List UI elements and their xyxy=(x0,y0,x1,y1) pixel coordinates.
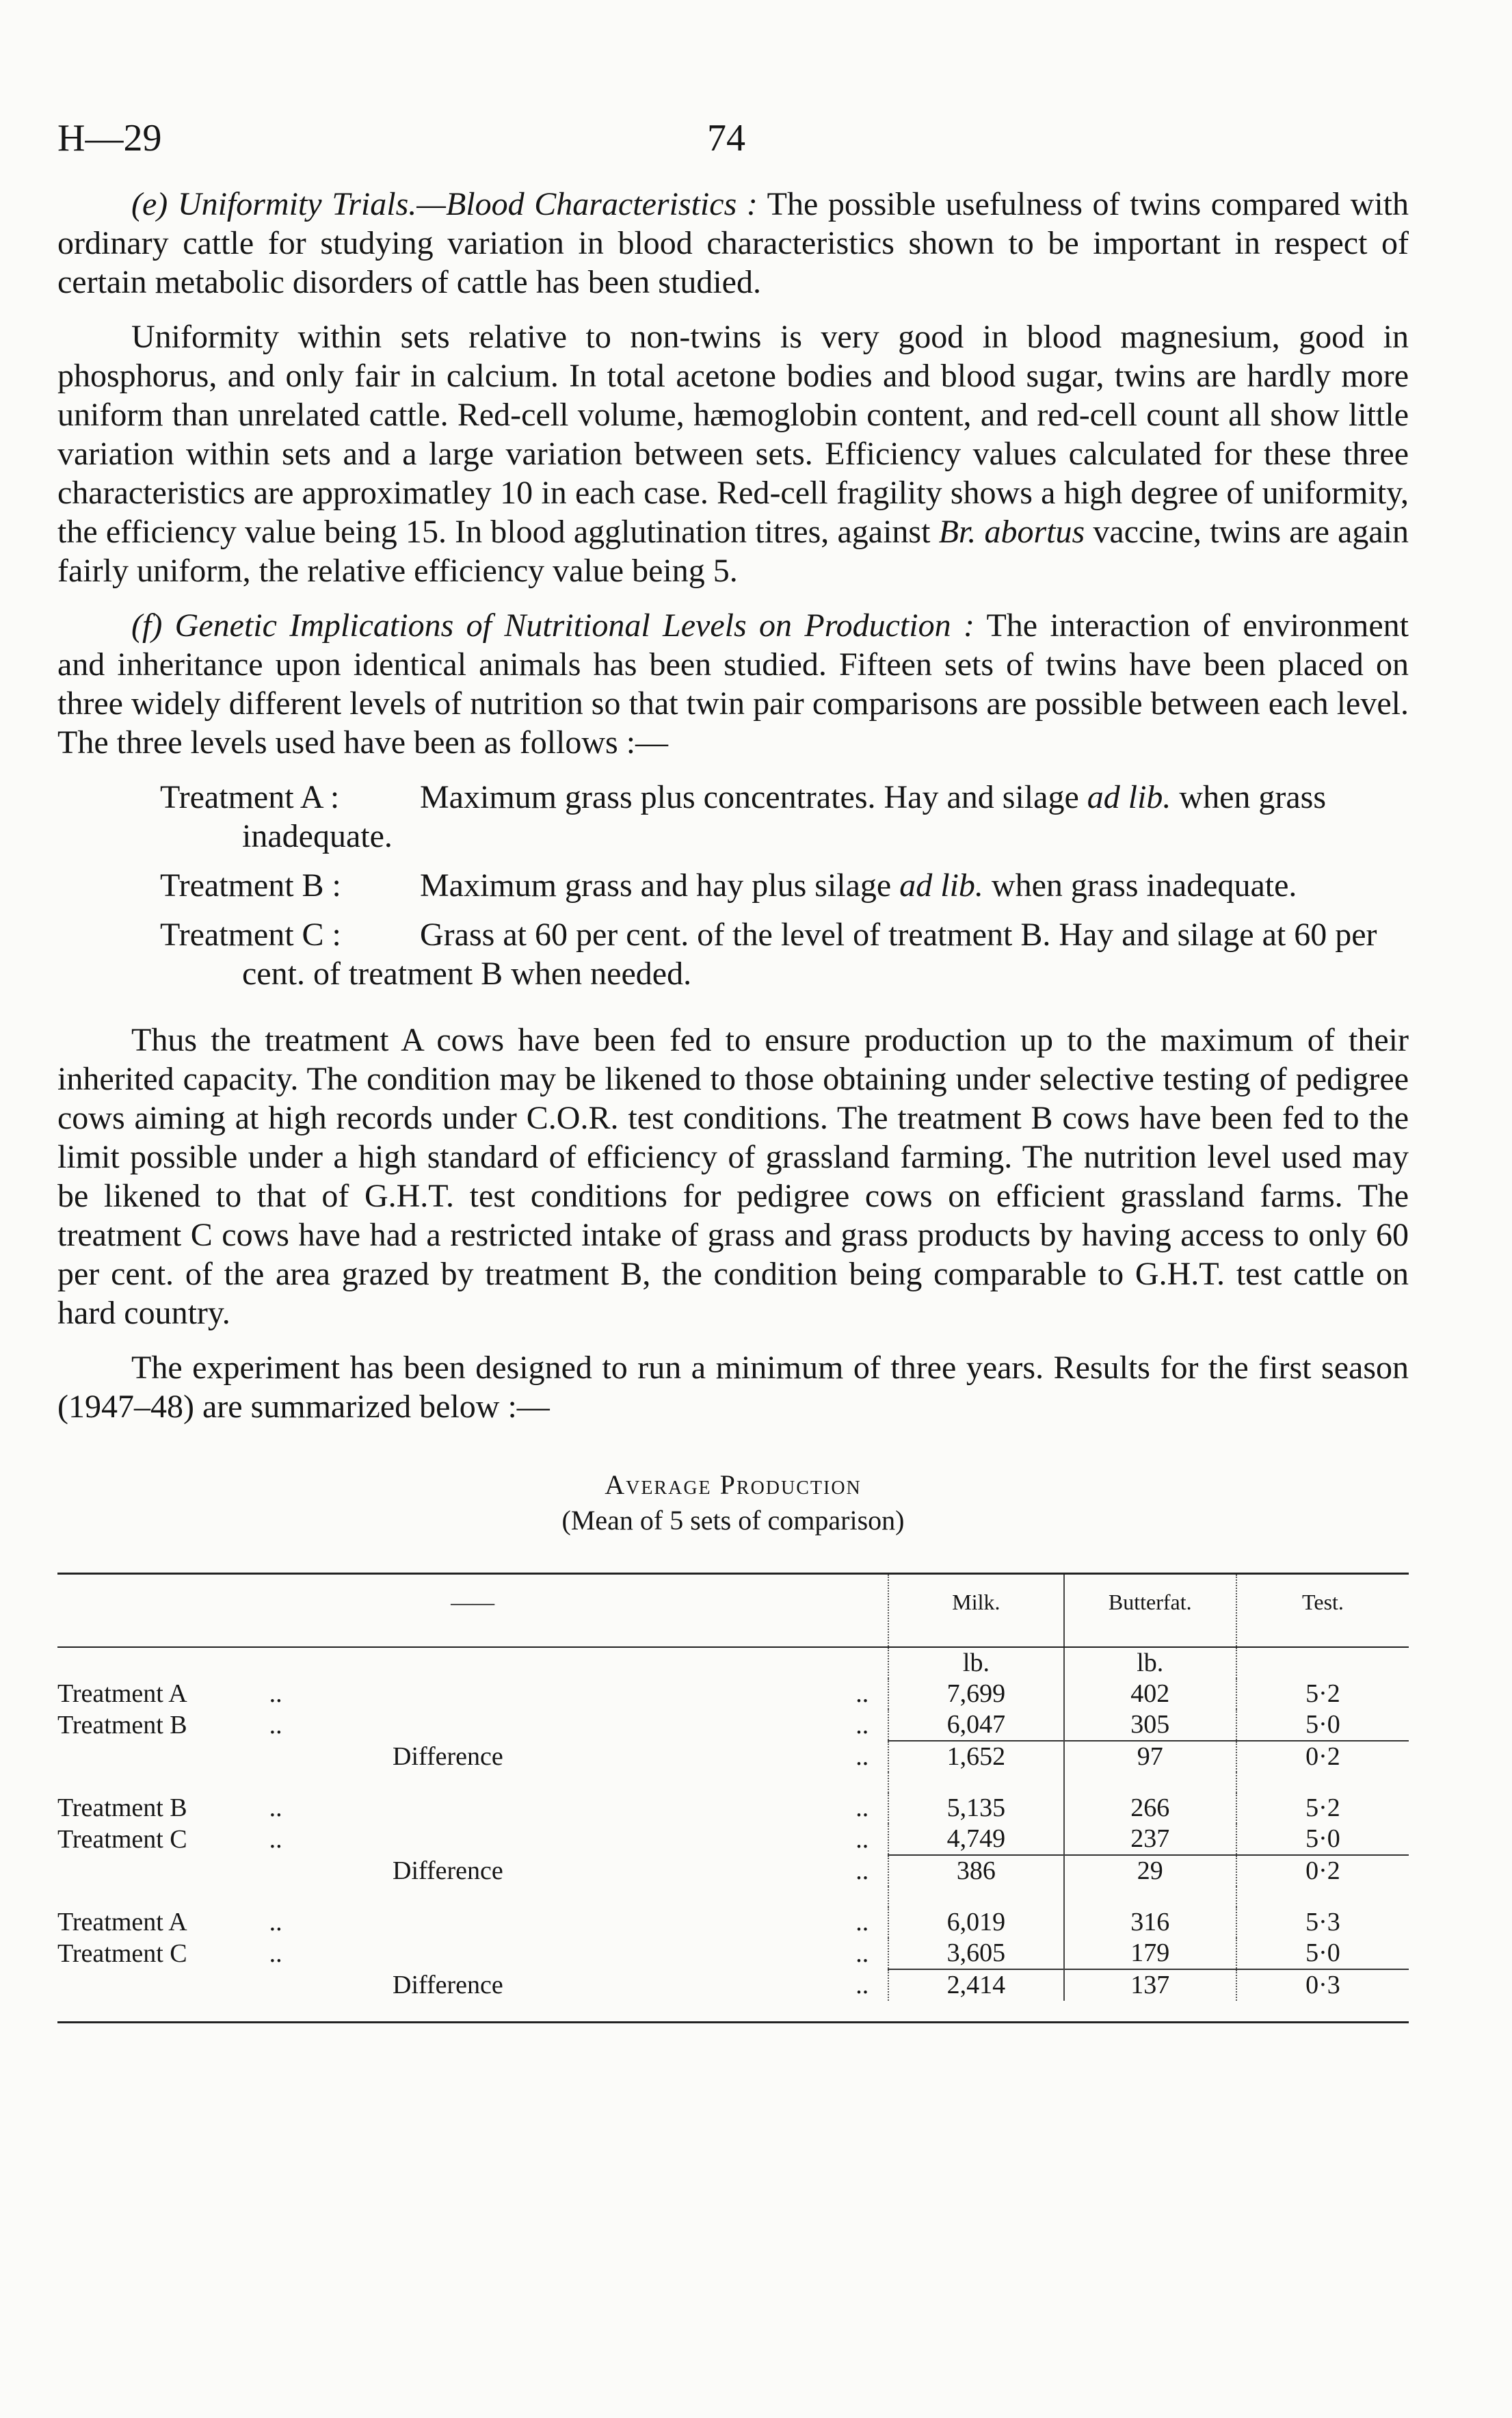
row-label: Difference xyxy=(393,1742,503,1771)
document-code: H—29 xyxy=(57,117,162,159)
unit-milk: lb. xyxy=(888,1647,1063,1679)
paragraph-text: Uniformity within sets relative to non-twins is very good in blood magnesium, good in phosphorus, and only fair in calcium. In total acetone bodies and blood sugar, twins are hardly more uniform than unrelated cattle. Red-cell volume, hæmoglobin content, and red-cell count all show little variation within sets and a large variation between sets. Efficiency values calculated for these three characteristics are approximatley 10 in each case. Red-cell fragility shows a high degree of uniformity, the efficiency value being 15. In blood agglutination titres, against xyxy=(57,319,1409,550)
paragraph-text: The interaction of environment and inheritance upon identical animals has been studied. Fifteen sets of twins have been placed on three widely different levels of nutrition so that twin pair comparisons are possible between each level. The three levels used have been as follows :— xyxy=(57,607,1409,761)
cell-test: 0·2 xyxy=(1236,1741,1409,1772)
treatment-list xyxy=(57,778,1409,993)
cell-test: 5·3 xyxy=(1236,1907,1409,1938)
difference-row: Difference .. 386 29 0·2 xyxy=(57,1855,1409,1887)
cell-milk: 3,605 xyxy=(888,1938,1063,1969)
page-header xyxy=(57,103,1409,185)
cell-butterfat: 29 xyxy=(1064,1855,1236,1887)
cell-test: 5·0 xyxy=(1236,1709,1409,1741)
cell-milk: 386 xyxy=(888,1855,1063,1887)
paragraph-experiment-design: The experiment has been designed to run a minimum of three years. Results for the first season (1947–48) are summarized below :— xyxy=(57,1350,1409,1425)
difference-row: Difference .. 1,652 97 0·2 xyxy=(57,1741,1409,1772)
treatment-item: Treatment C : Grass at 60 per cent. of the level of treatment B. Hay and silage at 60 per cent. of treatment B when needed. xyxy=(160,917,1377,992)
cell-test: 5·0 xyxy=(1236,1938,1409,1969)
paragraph-treatment-explanation: Thus the treatment A cows have been fed to ensure production up to the maximum of their inherited capacity. The condition may be likened to those obtaining under selective testing of pedigree cows aiming at high records under C.O.R. test conditions. The treatment B cows have been fed to the limit possible under a high standard of efficiency of grassland farming. The nutrition level used may be likened to that of G.H.T. test conditions for pedigree cows on efficient grassland farms. The treatment C cows have had a restricted intake of grass and grass products by having access to only 60 per cent. of the area grazed by treatment B, the condition being comparable to G.H.T. test cattle on hard country. xyxy=(57,1022,1409,1331)
cell-milk: 6,047 xyxy=(888,1709,1063,1741)
cell-butterfat: 316 xyxy=(1064,1907,1236,1938)
unit-butterfat: lb. xyxy=(1064,1647,1236,1679)
paragraph-text: vaccine, twins are again fairly uniform, the relative efficiency value being 5. xyxy=(57,514,1409,589)
paragraph-text: The possible usefulness of twins compared with ordinary cattle for studying variation in blood characteristics shown to be important in respect of certain metabolic disorders of cattle has been studied. xyxy=(57,186,1409,300)
row-label: Treatment B xyxy=(57,1710,187,1739)
section-heading-e: (e) Uniformity Trials.—Blood Characteristics : xyxy=(131,186,758,222)
header-label: —— xyxy=(57,1574,888,1648)
header-milk: Milk. xyxy=(888,1574,1063,1648)
cell-test: 5·2 xyxy=(1236,1793,1409,1824)
table-row: Treatment B .. .. 6,047 305 5·0 xyxy=(57,1709,1409,1741)
treatment-item: Treatment A : Maximum grass plus concentrates. Hay and silage ad lib. when grass inadequate. xyxy=(160,779,1327,854)
cell-butterfat: 402 xyxy=(1064,1679,1236,1709)
table-title: Average Production xyxy=(605,1469,862,1500)
paragraph-uniformity-results xyxy=(57,317,1409,590)
units-row xyxy=(57,1647,1409,1679)
italic-term: Br. abortus xyxy=(938,514,1085,550)
cell-milk: 4,749 xyxy=(888,1824,1063,1855)
treatment-name: Treatment C : xyxy=(160,917,341,953)
row-label: Difference xyxy=(393,1970,503,1999)
treatment-item: Treatment B : Maximum grass and hay plus silage ad lib. when grass inadequate. xyxy=(160,867,1297,904)
cell-milk: 6,019 xyxy=(888,1907,1063,1938)
row-label: Treatment C xyxy=(57,1824,187,1854)
table-header-row xyxy=(57,1574,1409,1648)
section-heading-f: (f) Genetic Implications of Nutritional Levels on Production : xyxy=(131,607,974,644)
row-label: Treatment C xyxy=(57,1939,187,1968)
treatment-name: Treatment B : xyxy=(160,867,341,904)
cell-butterfat: 237 xyxy=(1064,1824,1236,1855)
table-row: Treatment A .. .. 7,699 402 5·2 xyxy=(57,1679,1409,1709)
row-label: Treatment B xyxy=(57,1793,187,1822)
difference-row: Difference .. 2,414 137 0·3 xyxy=(57,1969,1409,2001)
table-row: Treatment C .. .. 3,605 179 5·0 xyxy=(57,1938,1409,1969)
header-test: Test. xyxy=(1236,1574,1409,1648)
cell-test: 0·2 xyxy=(1236,1855,1409,1887)
cell-test: 5·2 xyxy=(1236,1679,1409,1709)
cell-butterfat: 305 xyxy=(1064,1709,1236,1741)
row-label: Difference xyxy=(393,1856,503,1885)
paragraph-uniformity-trials xyxy=(57,185,1409,302)
cell-milk: 1,652 xyxy=(888,1741,1063,1772)
document-page xyxy=(57,103,1409,2023)
paragraph-genetic-implications xyxy=(57,606,1409,762)
treatment-name: Treatment A : xyxy=(160,779,340,815)
cell-milk: 7,699 xyxy=(888,1679,1063,1709)
cell-test: 0·3 xyxy=(1236,1969,1409,2001)
cell-test: 5·0 xyxy=(1236,1824,1409,1855)
table-row: Treatment A .. .. 6,019 316 5·3 xyxy=(57,1907,1409,1938)
table-row: Treatment C .. .. 4,749 237 5·0 xyxy=(57,1824,1409,1855)
cell-milk: 5,135 xyxy=(888,1793,1063,1824)
table-subtitle: (Mean of 5 sets of comparison) xyxy=(561,1505,905,1536)
header-butterfat: Butterfat. xyxy=(1064,1574,1236,1648)
cell-butterfat: 179 xyxy=(1064,1938,1236,1969)
table-row: Treatment B .. .. 5,135 266 5·2 xyxy=(57,1793,1409,1824)
cell-butterfat: 266 xyxy=(1064,1793,1236,1824)
cell-butterfat: 97 xyxy=(1064,1741,1236,1772)
page-number: 74 xyxy=(707,117,745,159)
table-bottom-rule xyxy=(57,2021,1409,2023)
cell-butterfat: 137 xyxy=(1064,1969,1236,2001)
row-label: Treatment A xyxy=(57,1908,187,1936)
average-production-table xyxy=(57,1573,1409,2001)
cell-milk: 2,414 xyxy=(888,1969,1063,2001)
row-label: Treatment A xyxy=(57,1679,187,1708)
